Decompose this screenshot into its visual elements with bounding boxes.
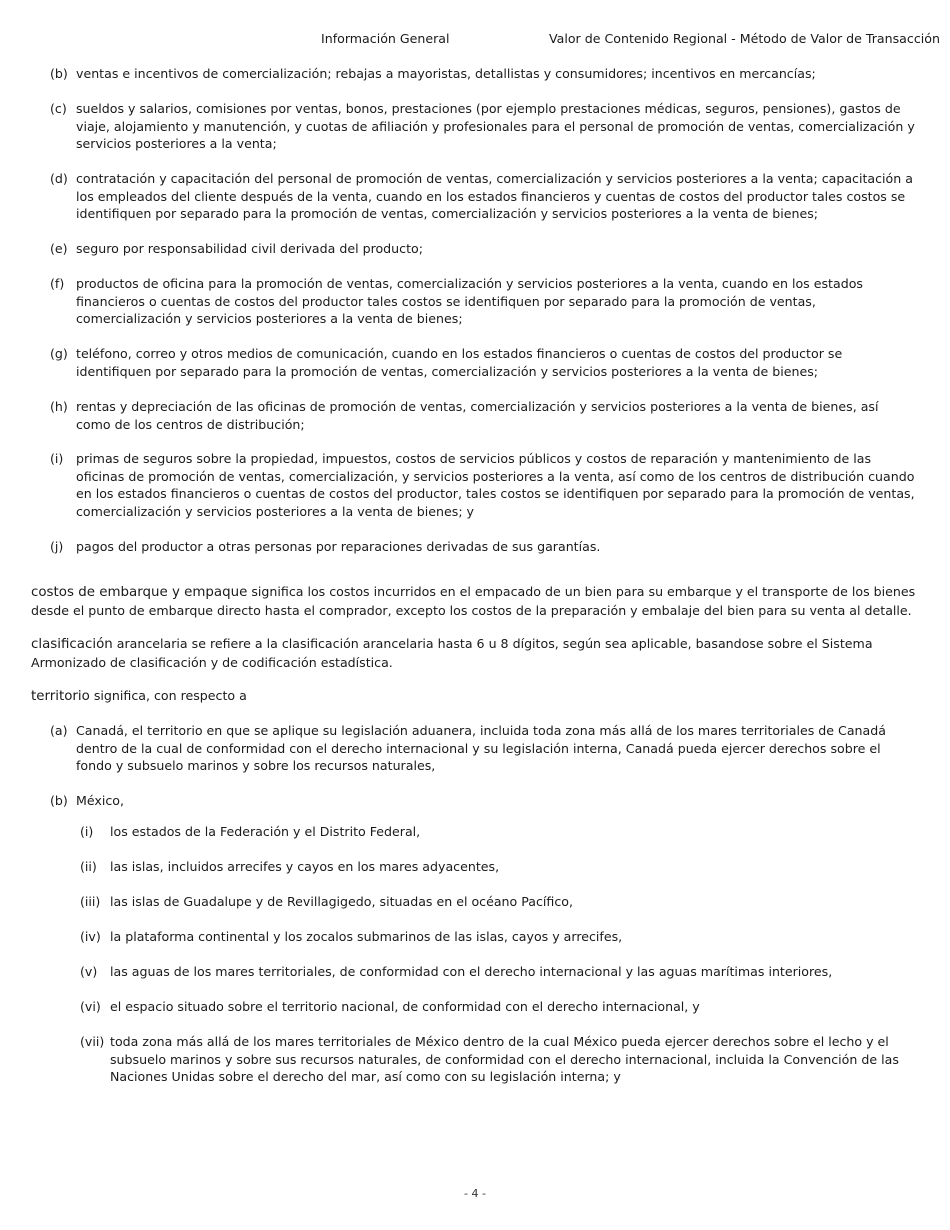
item-text: Canadá, el territorio en que se aplique su legislación aduanera, incluida toda zona más allá de los mares territoriales de Canadá dentro de la cual de conformidad con el derecho internacional y su legislación interna, Canadá pueda ejercer derechos sobre el fondo y subsuelo marinos y sobre los recursos naturales, [76, 723, 886, 773]
item-text: toda zona más allá de los mares territoriales de México dentro de la cual México pueda ejercer derechos sobre el lecho y el subsuelo marinos y sobre sus recursos naturales, de conformidad con el derecho internacional, incluida la Convención de las Naciones Unidas sobre el derecho del mar, así como con su legislación interna; y [110, 1034, 899, 1084]
item-text: teléfono, correo y otros medios de comunicación, cuando en los estados financieros o cuentas de costos del productor se identifiquen por separado para la promoción de ventas, comercialización y servicios posteriores a la venta de bienes; [76, 346, 843, 379]
item-label: (iv) [80, 929, 101, 944]
definition-costos-embarque [31, 583, 916, 619]
header-document-title: Valor de Contenido Regional - Método de Valor de Transacción [549, 31, 940, 46]
item-text: primas de seguros sobre la propiedad, impuestos, costos de servicios públicos y costos de reparación y mantenimiento de las oficinas de promoción de ventas, comercialización, y servicios posteriores a la venta, así como de los centros de distribución cuando en los estados financieros o cuentas de costos del productor, tales costos se identifiquen por separado para la promoción de ventas, comercialización y servicios posteriores a la venta de bienes; y [76, 451, 915, 519]
definition-clasificacion [31, 635, 916, 671]
item-label: (j) [50, 539, 64, 554]
item-label: (i) [80, 824, 94, 839]
item-text: la plataforma continental y los zocalos submarinos de las islas, cayos y arrecifes, [110, 929, 623, 944]
item-label: (a) [50, 723, 68, 738]
item-label: (v) [80, 964, 98, 979]
header-section-title: Información General [321, 31, 450, 46]
item-label: (ii) [80, 859, 97, 874]
definition-territorio [31, 687, 916, 706]
item-label: (d) [50, 171, 68, 186]
item-text: rentas y depreciación de las oficinas de promoción de ventas, comercialización y servicios posteriores a la venta de bienes, así como de los centros de distribución; [76, 399, 879, 432]
item-text: contratación y capacitación del personal de promoción de ventas, comercialización y servicios posteriores a la venta; capacitación a los empleados del cliente después de la venta, cuando en los estados financieros y cuentas de costos del productor tales costos se identifiquen por separado para la promoción de ventas, comercialización y servicios posteriores a la venta de bienes; [76, 171, 913, 221]
item-label: (b) [50, 793, 68, 808]
definition-text: arancelaria se refiere a la clasificación arancelaria hasta 6 u 8 dígitos, según sea aplicable, basandose sobre el Sistema Armonizado de clasificación y de codificación estadística. [31, 636, 873, 670]
item-label: (c) [50, 101, 67, 116]
defined-term: clasificación [31, 637, 113, 652]
item-label: (vi) [80, 999, 101, 1014]
item-text: seguro por responsabilidad civil derivada del producto; [76, 241, 423, 256]
item-text: los estados de la Federación y el Distrito Federal, [110, 824, 421, 839]
definition-text: significa los costos incurridos en el empacado de un bien para su embarque y el transporte de los bienes desde el punto de embarque directo hasta el comprador, excepto los costos de la preparación y embalaje del bien para su venta al detalle. [31, 584, 916, 618]
item-label: (i) [50, 451, 64, 466]
item-label: (iii) [80, 894, 101, 909]
item-label: (vii) [80, 1034, 105, 1049]
item-text: ventas e incentivos de comercialización; rebajas a mayoristas, detallistas y consumidores; incentivos en mercancías; [76, 66, 816, 81]
item-label: (e) [50, 241, 68, 256]
item-text: sueldos y salarios, comisiones por ventas, bonos, prestaciones (por ejemplo prestaciones médicas, seguros, pensiones), gastos de viaje, alojamiento y manutención, y cuotas de afiliación y profesionales para el personal de promoción de ventas, comercialización y servicios posteriores a la venta; [76, 101, 915, 151]
item-text: productos de oficina para la promoción de ventas, comercialización y servicios posteriores a la venta, cuando en los estados financieros o cuentas de costos del productor tales costos se identifiquen por separado para la promoción de ventas, comercialización y servicios posteriores a la venta de bienes; [76, 276, 863, 326]
definition-text: significa, con respecto a [89, 688, 247, 703]
page-number: - 4 - [464, 1187, 486, 1200]
item-text: las aguas de los mares territoriales, de conformidad con el derecho internacional y las aguas marítimas interiores, [110, 964, 833, 979]
item-label: (g) [50, 346, 68, 361]
defined-term: costos de embarque y empaque [31, 585, 248, 600]
item-text: pagos del productor a otras personas por reparaciones derivadas de sus garantías. [76, 539, 601, 554]
item-label: (h) [50, 399, 68, 414]
item-text: México, [76, 793, 124, 808]
defined-term: territorio [31, 689, 90, 704]
item-text: las islas, incluidos arrecifes y cayos en los mares adyacentes, [110, 859, 500, 874]
item-label: (b) [50, 66, 68, 81]
item-text: el espacio situado sobre el territorio nacional, de conformidad con el derecho internacional, y [110, 999, 700, 1014]
item-text: las islas de Guadalupe y de Revillagigedo, situadas en el océano Pacífico, [110, 894, 573, 909]
item-label: (f) [50, 276, 65, 291]
